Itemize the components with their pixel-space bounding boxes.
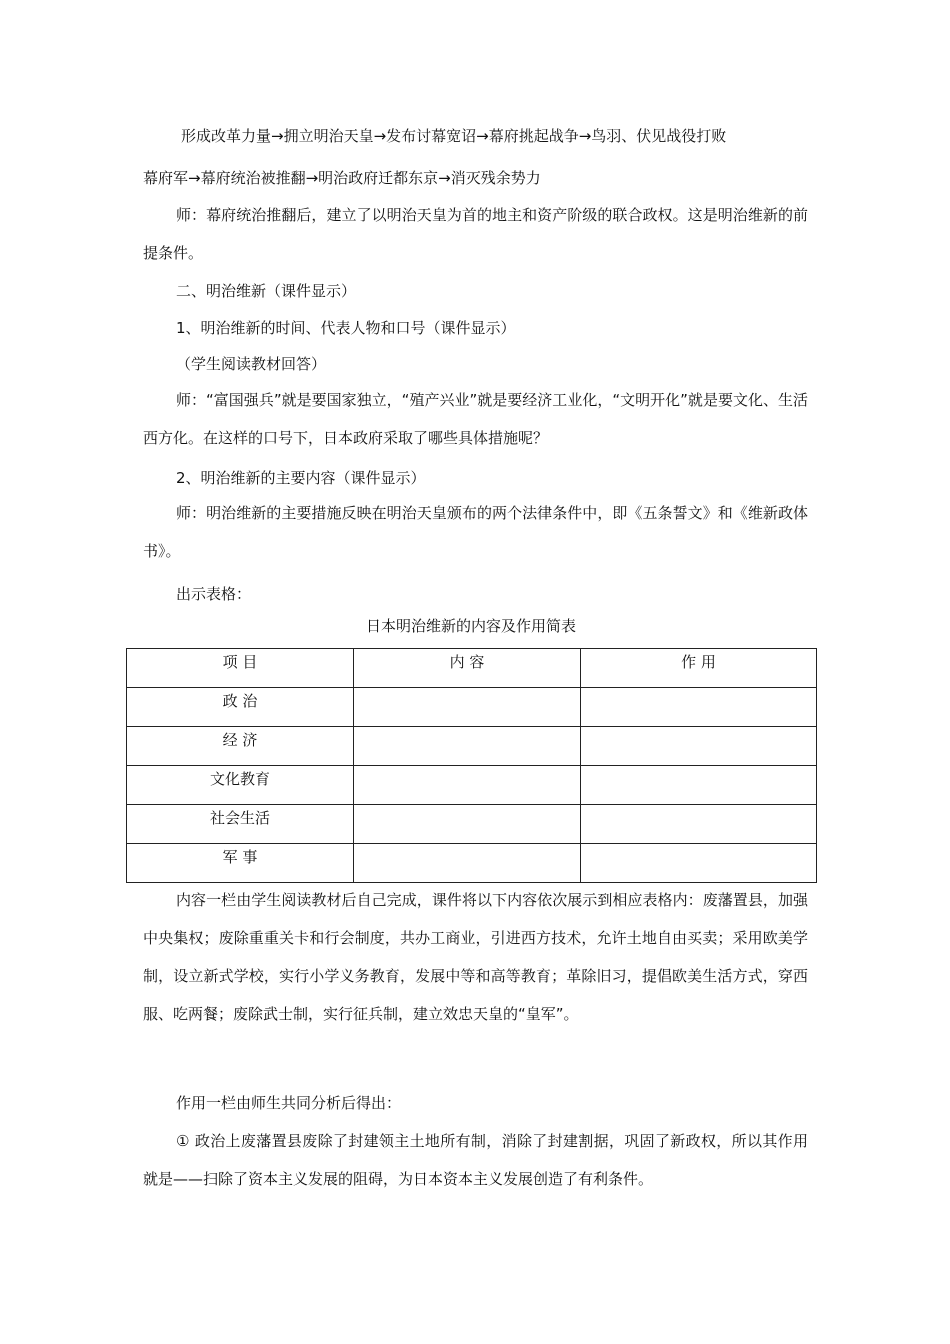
paragraph-content-explanation: 内容一栏由学生阅读教材后自己完成，课件将以下内容依次展示到相应表格内：废藩置县，加强中央集权；废除重重关卡和行会制度，共办工商业，引进西方技术，允许土地自由买卖；采用欧美学制，设立新式学校，实行小学义务教育，发展中等和高等教育；革除旧习，提倡欧美生活方式，穿西服、吃两餐；废除武士制，实行征兵制，建立效忠天皇的“皇军”。 [143,891,808,1023]
row-item-cell: 社会生活 [127,805,354,844]
paragraph-teacher-2: 师：“富国强兵”就是要国家独立，“殖产兴业”就是要经济工业化，“文明开化”就是要文化、生活西方化。在这样的口号下，日本政府采取了哪些具体措施呢？ [143,391,808,447]
row-content-cell [354,766,581,805]
table-row [127,766,817,805]
row-effect-cell [581,688,817,727]
reform-summary-table [126,648,817,883]
column-header-content: 内 容 [354,649,581,688]
row-effect-cell [581,844,817,883]
subsection-heading-2: 2、明治维新的主要内容（课件显示） [176,469,426,487]
column-header-item: 项 目 [127,649,354,688]
row-content-cell [354,805,581,844]
table-caption: 日本明治维新的内容及作用简表 [365,617,576,635]
row-item-cell: 政 治 [127,688,354,727]
paragraph-effect-1: ① 政治上废藩置县废除了封建领主土地所有制，消除了封建割据，巩固了新政权，所以其作用就是——扫除了资本主义发展的阻碍，为日本资本主义发展创造了有利条件。 [143,1132,808,1188]
table-row [127,805,817,844]
paragraph-line: 幕府军→幕府统治被推翻→明治政府迁都东京→消灭残余势力 [143,169,541,187]
student-note: （学生阅读教材回答） [176,355,327,373]
row-effect-cell [581,766,817,805]
row-effect-cell [581,727,817,766]
table-header-row [127,649,817,688]
row-item-cell: 文化教育 [127,766,354,805]
table-row [127,688,817,727]
paragraph-effect-intro: 作用一栏由师生共同分析后得出： [176,1094,402,1112]
row-content-cell [354,844,581,883]
table-row [127,844,817,883]
paragraph-line: 形成改革力量→拥立明治天皇→发布讨幕宽诏→幕府挑起战争→鸟羽、伏见战役打败 [181,127,727,145]
paragraph-teacher-3: 师：明治维新的主要措施反映在明治天皇颁布的两个法律条件中，即《五条誓文》和《维新政体书》。 [143,504,808,560]
table-row [127,727,817,766]
show-table-label: 出示表格： [176,585,252,603]
paragraph-teacher-1: 师：幕府统治推翻后，建立了以明治天皇为首的地主和资产阶级的联合政权。这是明治维新的前提条件。 [143,206,808,262]
row-item-cell: 经 济 [127,727,354,766]
row-content-cell [354,688,581,727]
section-heading: 二、明治维新（课件显示） [176,282,357,300]
subsection-heading-1: 1、明治维新的时间、代表人物和口号（课件显示） [176,319,516,337]
row-effect-cell [581,805,817,844]
row-content-cell [354,727,581,766]
row-item-cell: 军 事 [127,844,354,883]
column-header-effect: 作 用 [581,649,817,688]
